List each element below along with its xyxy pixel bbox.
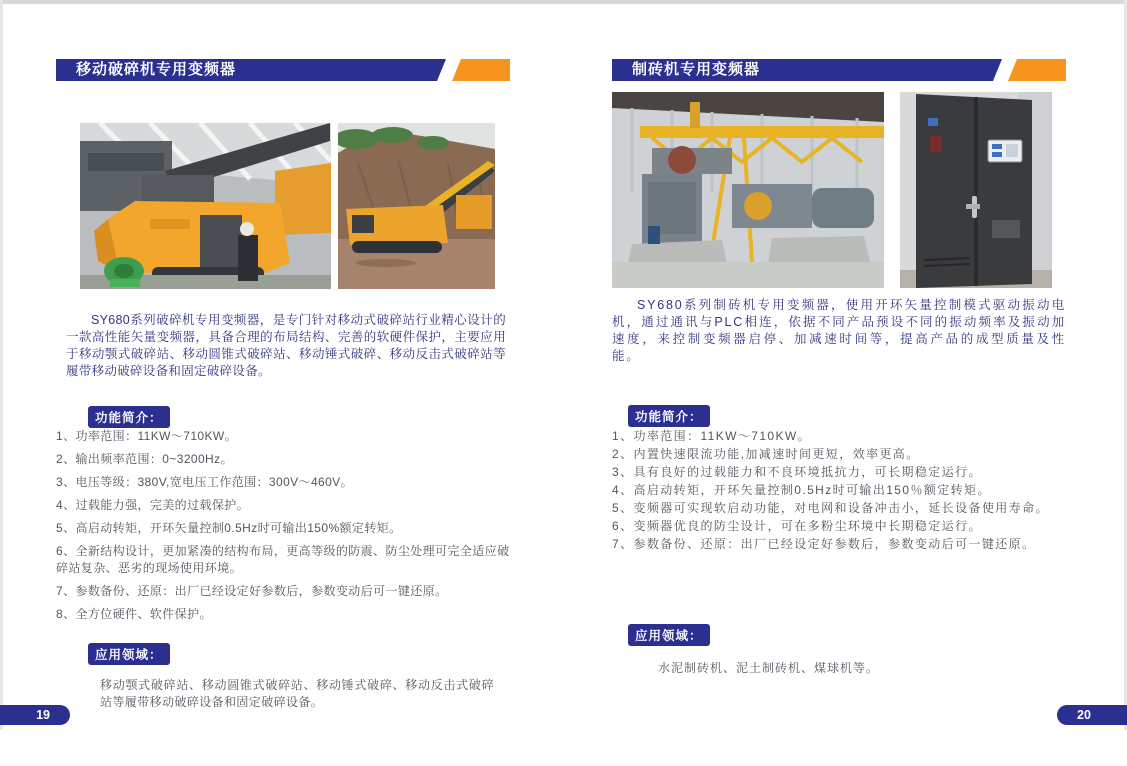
feature-item: 1、功率范围：11KW～710KW。 <box>56 429 238 443</box>
right-page-column <box>612 59 1066 677</box>
right-section-header <box>612 59 1066 81</box>
photo-brick-machine-plant <box>612 92 884 288</box>
right-section-title: 制砖机专用变频器 <box>632 61 761 78</box>
left-features-badge: 功能简介： <box>88 406 170 428</box>
right-features-badge: 功能简介： <box>628 405 710 427</box>
header-orange-accent <box>452 59 510 81</box>
right-applications-badge: 应用领域： <box>628 624 710 646</box>
header-orange-accent <box>1008 59 1066 81</box>
feature-item: 2、输出频率范围：0~3200Hz。 <box>56 452 233 466</box>
right-features-list <box>612 427 1066 553</box>
left-page-column <box>56 59 510 711</box>
page-number-20: 20 <box>1057 705 1127 725</box>
feature-item: 6、全新结构设计，更加紧凑的结构布局，更高等级的防震、防尘处理可完全适应破碎站复杂、恶劣的现场使用环境。 <box>56 544 510 575</box>
left-photo-row <box>56 123 510 289</box>
feature-item: 8、全方位硬件、软件保护。 <box>56 607 212 621</box>
feature-item: 2、内置快速限流功能,加减速时间更短，效率更高。 <box>612 447 920 461</box>
right-photo-row <box>612 92 1066 288</box>
feature-item: 7、参数备份、还原：出厂已经设定好参数后，参数变动后可一键还原。 <box>56 584 448 598</box>
feature-item: 4、高启动转矩，开环矢量控制0.5Hz时可输出150％额定转矩。 <box>612 483 991 497</box>
feature-item: 5、高启动转矩，开环矢量控制0.5Hz时可输出150%额定转矩。 <box>56 521 402 535</box>
right-applications-text: 水泥制砖机、泥土制砖机、煤球机等。 <box>658 661 880 675</box>
feature-item: 6、变频器优良的防尘设计，可在多粉尘环境中长期稳定运行。 <box>612 519 982 533</box>
left-section-title: 移动破碎机专用变频器 <box>76 61 237 78</box>
page-top-edge <box>0 0 1127 4</box>
page-left-edge <box>0 0 3 730</box>
photo-mobile-crusher-outdoor <box>338 123 495 289</box>
feature-item: 3、电压等级：380V,宽电压工作范围：300V～460V。 <box>56 475 353 489</box>
feature-item: 3、具有良好的过载能力和不良环境抵抗力，可长期稳定运行。 <box>612 465 982 479</box>
page-number-19: 19 <box>0 705 70 725</box>
feature-item: 4、过载能力强，完美的过载保护。 <box>56 498 250 512</box>
left-applications-badge: 应用领域： <box>88 643 170 665</box>
left-features-list <box>56 428 510 623</box>
right-intro-paragraph: SY680系列制砖机专用变频器，使用开环矢量控制模式驱动振动电机，通过通讯与PLC相连，依据不同产品预设不同的振动频率及振动加速度，来控制变频器启停、加减速时间等，提高产品的成型质量及性能。 <box>612 298 1066 363</box>
left-section-header <box>56 59 510 81</box>
left-intro-paragraph: SY680系列破碎机专用变频器，是专门针对移动式破碎站行业精心设计的一款高性能矢量变频器，具备合理的布局结构、完善的软硬件保护，主要应用于移动颚式破碎站、移动圆锥式破碎站、移动锤式破碎、移动反击式破碎站等履带移动破碎设备和固定破碎设备。 <box>66 313 506 378</box>
feature-item: 7、参数备份、还原：出厂已经设定好参数后，参数变动后可一键还原。 <box>612 537 1036 551</box>
photo-inverter-cabinet <box>900 92 1052 288</box>
left-applications-text: 移动颚式破碎站、移动圆锥式破碎站、移动锤式破碎、移动反击式破碎站等履带移动破碎设备和固定破碎设备。 <box>100 678 494 709</box>
photo-mobile-crusher-indoor <box>80 123 331 289</box>
feature-item: 1、功率范围：11KW～710KW。 <box>612 429 812 443</box>
feature-item: 5、变频器可实现软启动功能，对电网和设备冲击小，延长设备使用寿命。 <box>612 501 1049 515</box>
